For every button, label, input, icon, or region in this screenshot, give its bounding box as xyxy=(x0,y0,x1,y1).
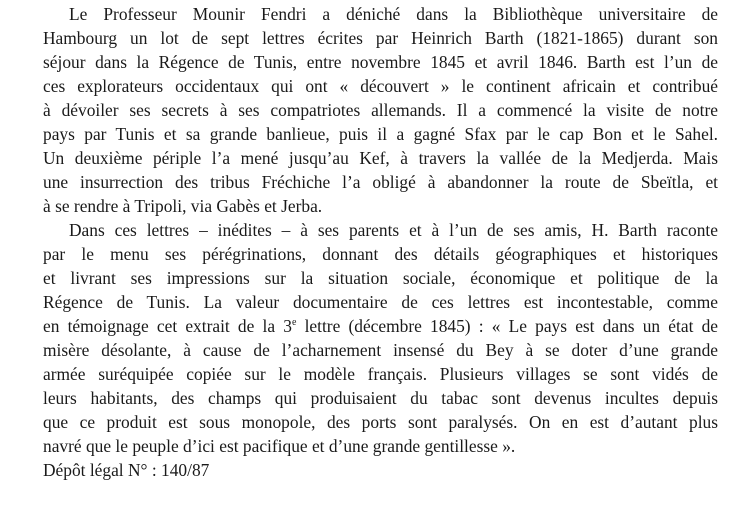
p2-line-2: par le menu ses pérégrinations, donnant des détails géographiques et historiques xyxy=(43,244,718,264)
p2-line-5-after: lettre (décembre 1845) : « Le pays est dans un état de xyxy=(296,316,718,336)
p1-line-5: à dévoiler ses secrets à ses compatriotes allemands. Il a commencé la visite de notre xyxy=(43,100,718,120)
p2-line-7: armée suréquipée copiée sur le modèle français. Plusieurs villages se sont vidés de xyxy=(43,364,718,384)
legal-deposit: Dépôt légal N° : 140/87 xyxy=(43,460,210,480)
p1-line-8: une insurrection des tribus Fréchiche l’a obligé à abandonner la route de Sbeïtla, et xyxy=(43,172,718,192)
p1-line-4: ces explorateurs occidentaux qui ont « découvert » le continent africain et contribué xyxy=(43,76,718,96)
p1-line-1: Le Professeur Mounir Fendri a déniché dans la Bibliothèque universitaire de xyxy=(69,4,718,24)
p2-line-8: leurs habitants, des champs qui produisaient du tabac sont devenus incultes depuis xyxy=(43,388,718,408)
p2-line-5 xyxy=(43,314,718,338)
p1-line-2: Hambourg un lot de sept lettres écrites par Heinrich Barth (1821-1865) durant son xyxy=(43,28,718,48)
p2-line-4: Régence de Tunis. La valeur documentaire de ces lettres est incontestable, comme xyxy=(43,292,718,312)
p2-line-3: et livrant ses impressions sur la situation sociale, économique et politique de la xyxy=(43,268,718,288)
p2-line-1: Dans ces lettres – inédites – à ses parents et à l’un de ses amis, H. Barth raconte xyxy=(69,220,718,240)
p2-line-9: que ce produit est sous monopole, des ports sont paralysés. On en est d’autant plus xyxy=(43,412,718,432)
ordinal-superscript: e xyxy=(291,317,297,328)
p2-line-5-before: en témoignage cet extrait de la 3 xyxy=(43,316,292,336)
p2-line-6: misère désolante, à cause de l’acharnement insensé du Bey à se doter d’une grande xyxy=(43,340,718,360)
p2-line-10: navré que le peuple d’ici est pacifique et d’une grande gentillesse ». xyxy=(43,436,516,456)
p1-line-3: séjour dans la Régence de Tunis, entre novembre 1845 et avril 1846. Barth est l’un de xyxy=(43,52,718,72)
p1-line-7: Un deuxième périple l’a mené jusqu’au Kef, à travers la vallée de la Medjerda. Mais xyxy=(43,148,718,168)
p1-line-6: pays par Tunis et sa grande banlieue, puis il a gagné Sfax par le cap Bon et le Sahel. xyxy=(43,124,718,144)
p1-line-9: à se rendre à Tripoli, via Gabès et Jerba. xyxy=(43,196,323,216)
